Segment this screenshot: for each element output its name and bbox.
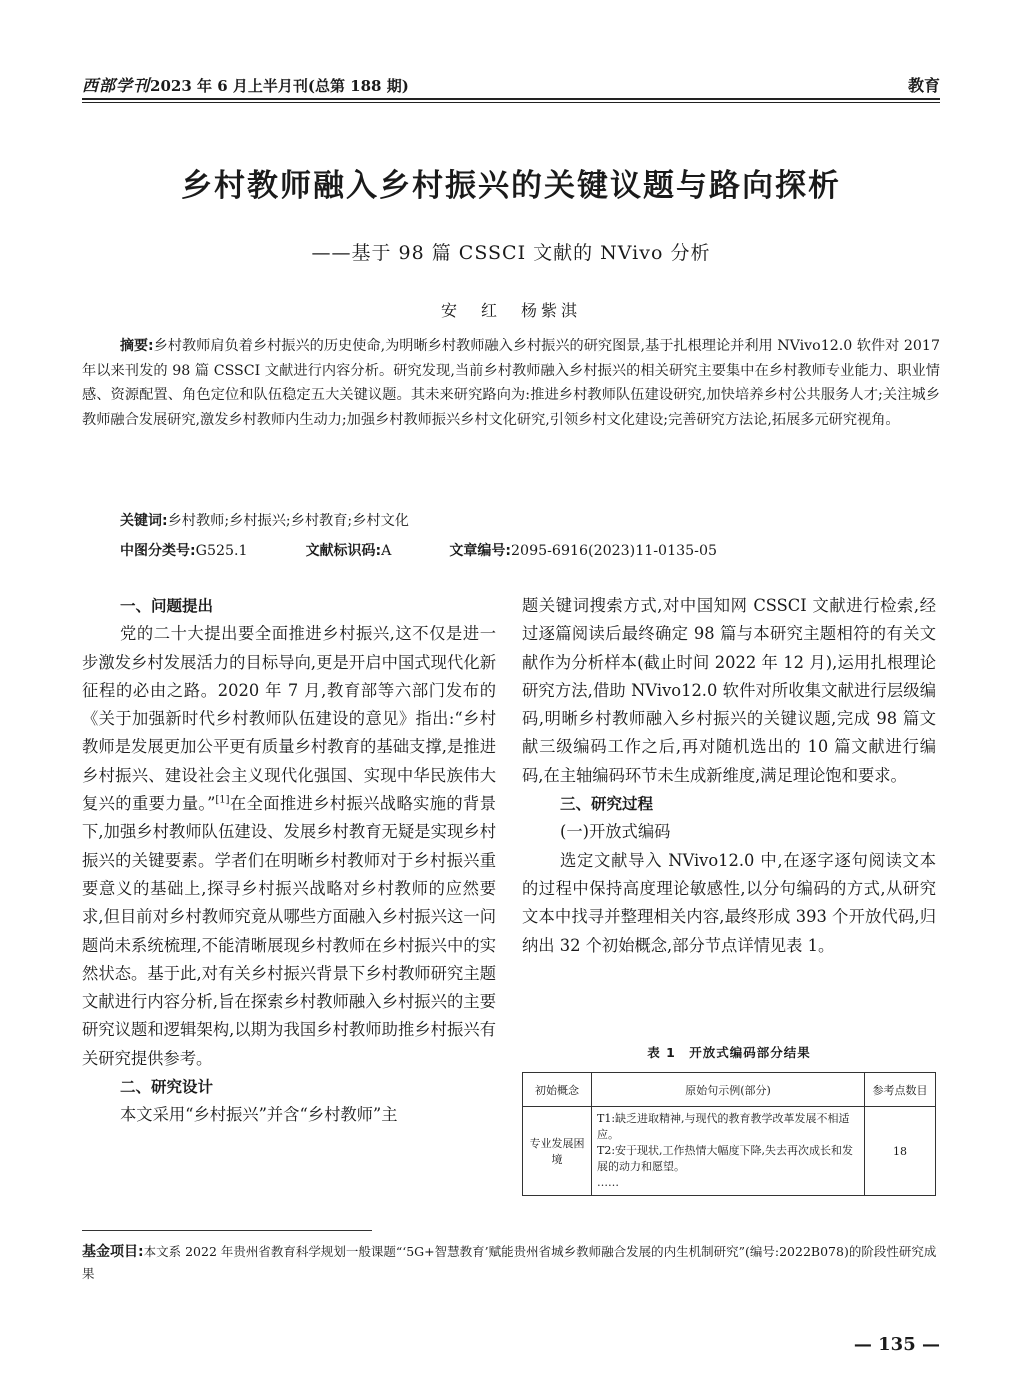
header-rule [82,98,940,100]
paragraph: 选定文献导入 NVivo12.0 中,在逐字逐句阅读文本的过程中保持高度理论敏感性,以分句编码的方式,从研究文本中找寻并整理相关内容,最终形成 393 个开放代码,归纳出 32 个初始概念,部分节点详情见表 1。 [522,850,936,955]
journal-issue-line [82,73,409,96]
journal-logo: 西部学刊 [82,76,151,95]
document-code: 文献标识码:A [305,543,392,559]
paragraph-continued [522,592,936,790]
funding-note [82,1241,940,1285]
table-header: 原始句示例(部分) [592,1073,865,1107]
coding-table [522,1072,936,1196]
section-heading-1: 一、问题提出 [120,597,214,615]
table-row [523,1107,936,1196]
abstract [82,334,940,432]
section-heading-2: 二、研究设计 [120,1078,214,1097]
fund-label: 基金项目: [82,1244,144,1260]
footnote-rule [82,1230,372,1231]
body-column-left [82,592,496,1129]
table-cell-count: 18 [865,1107,936,1196]
keywords-text: 乡村教师;乡村振兴;乡村教育;乡村文化 [167,513,409,529]
classification-info [120,540,940,560]
table-cell-concept: 专业发展困境 [523,1107,592,1196]
reference-marker: [1] [215,794,230,806]
keywords [120,510,940,530]
fund-text: 本文系 2022 年贵州省教育科学规划一般课题“‘5G+智慧教育’赋能贵州省城乡教师融合发展的内生机制研究”(编号:2022B078)的阶段性研究成果 [82,1244,937,1281]
body-column-right [522,592,936,960]
authors: 安 红 杨紫淇 [440,301,581,320]
section-name: 教育 [907,76,940,95]
example-sentence: T1:缺乏进取精神,与现代的教育教学改革发展不相适应。 [597,1112,850,1141]
running-header [82,72,940,96]
issue-info: 2023 年 6 月上半月刊(总第 188 期) [150,77,409,95]
table-header: 参考点数目 [865,1073,936,1107]
article-title: 乡村教师融入乡村振兴的关键议题与路向探析 [181,168,841,204]
article-number: 文章编号:2095-6916(2023)11-0135-05 [449,543,718,559]
keywords-label: 关键词: [120,513,168,529]
paragraph: 本文采用“乡村振兴”并含“乡村教师”主 [120,1105,398,1125]
sec2-continuation: 题关键词搜索方式,对中国知网 CSSCI 文献进行检索,经过逐篇阅读后最终确定 98 篇与本研究主题相符的有关文献作为分析样本(截止时间 2022 年 12 月),运用扎根理论研究方法,借助 NVivo12.0 软件对所收集文献进行层级编码,明晰乡村教师融入乡村振兴的关键议题,完成 98 篇文献三级编码工作之后,再对随机选出的 10 篇文献进行编码,在主轴编码环节未生成新维度,满足理论饱和要求。 [522,596,936,785]
article-subtitle: ——基于 98 篇 CSSCI 文献的 NVivo 分析 [311,242,711,264]
paragraph: 党的二十大提出要全面推进乡村振兴,这不仅是进一步激发乡村发展活力的目标导向,更是开启中国式现代化新征程的必由之路。2020 年 7 月,教育部等六部门发布的《关于加强新时代乡村教师队伍建设的意见》指出:“乡村教师是发展更加公平更有质量乡村教育的基础支撑,是推进乡村振兴、建设社会主义现代化强国、实现中华民族伟大复兴的重要力量。”[1]在全面推进乡村振兴战略实施的背景下,加强乡村教师队伍建设、发展乡村教育无疑是实现乡村振兴的关键要素。学者们在明晰乡村教师对于乡村振兴重要意义的基础上,探寻乡村振兴战略对乡村教师的应然要求,但目前对乡村教师究竟从哪些方面融入乡村振兴这一问题尚未系统梳理,不能清晰展现乡村教师在乡村振兴中的实然状态。基于此,对有关乡村振兴背景下乡村教师研究主题文献进行内容分析,旨在探索乡村教师融入乡村振兴的主要研究议题和逻辑架构,以期为我国乡村教师助推乡村振兴有关研究提供参考。 [82,624,496,1068]
table-cell-examples [592,1107,865,1196]
abstract-text: 乡村教师肩负着乡村振兴的历史使命,为明晰乡村教师融入乡村振兴的研究图景,基于扎根理论并利用 NVivo12.0 软件对 2017 年以来刊发的 98 篇 CSSCI 文献进行内容分析。研究发现,当前乡村教师融入乡村振兴的相关研究主要集中在乡村教师专业能力、职业情感、资源配置、角色定位和队伍稳定五大关键议题。其未来研究路向为:推进乡村教师队伍建设研究,加快培养乡村公共服务人才;关注城乡教师融合发展研究,激发乡村教师内生动力;加强乡村教师振兴乡村文化研究,引领乡村文化建设;完善研究方法论,拓展多元研究视角。 [82,338,940,428]
table-header-row [523,1073,936,1107]
clc-number: 中图分类号:G525.1 [120,543,248,559]
section-heading-3: 三、研究过程 [560,795,654,814]
ellipsis: …… [597,1176,619,1189]
example-sentence: T2:安于现状,工作热情大幅度下降,失去再次成长和发展的动力和愿望。 [597,1144,854,1173]
header-rule-thin [82,102,940,103]
subsection-heading: (一)开放式编码 [560,822,671,842]
page-number: — 135 — [853,1334,940,1355]
table-caption: 表 1 开放式编码部分结果 [647,1045,811,1060]
table-header: 初始概念 [523,1073,592,1107]
abstract-label: 摘要: [120,338,154,354]
